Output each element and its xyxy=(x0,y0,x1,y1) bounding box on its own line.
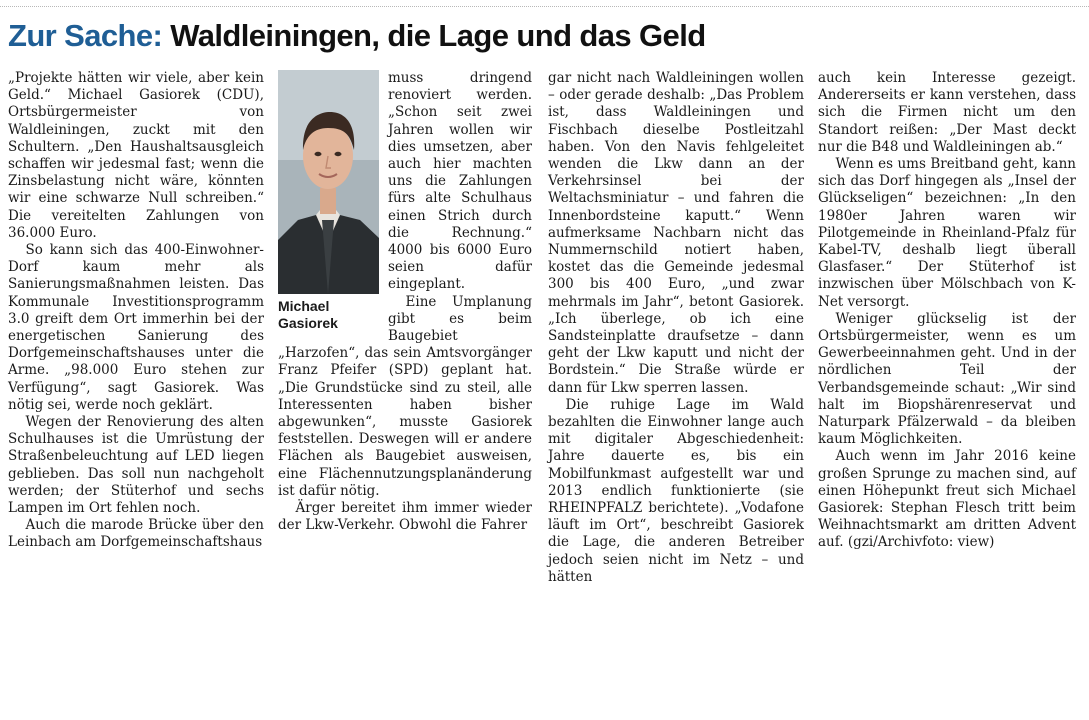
headline-kicker: Zur Sache: xyxy=(8,18,163,53)
article-column-4 xyxy=(818,70,1076,552)
paragraph: Wenn es ums Breitband geht, kann sich das Dorf hingegen als „Insel der Glückseligen“ bezeichnen: „In den 1980er Jahren waren wir Pilotgemeinde in Rheinland-Pfalz für Kabel-TV, deshalb liegt überall Glasfaser.“ Der Stüterhof ist inzwischen über Mölschbach von K-Net versorgt. xyxy=(818,156,1076,310)
paragraph: muss dringend renoviert werden. „Schon seit zwei Jahren wollen wir dies umsetzen, aber auch hier machten uns die Zahlungen fürs alte Schulhaus einen Strich durch die Rechnung.“ 4000 bis 6000 Euro seien dafür eingeplant. xyxy=(388,70,532,293)
paragraph: So kann sich das 400-Einwohner-Dorf kaum mehr als Sanierungsmaßnahmen leisten. Das Kommunale Investitionsprogramm 3.0 greift dem Ort immerhin bei der energetischen Sanierung des Dorfgemeinschaftshauses unter die Arme. „98.000 Euro stehen zur Verfügung“, sagt Gasiorek. Was nötig sei, werde noch geklärt. xyxy=(8,242,264,413)
paragraph: „Projekte hätten wir viele, aber kein Geld.“ Michael Gasiorek (CDU), Ortsbürgermeister von Waldleiningen, zuckt mit den Schultern. „Den Haushaltsausgleich schaffen wir jedesmal fast; wenn die Zinsbelastung nicht wäre, könnten wir eine schwarze Null schreiben.“ Die vereitelten Zahlungen von 36.000 Euro. xyxy=(8,70,264,241)
paragraph: Eine Umplanung gibt es beim Baugebiet „Harzofen“, das sein Amtsvorgänger Franz Pfeifer (SPD) geplant hat. „Die Grundstücke sind zu steil, alle Interessenten haben bisher abgewunken“, musste Gasiorek feststellen. Deswegen will er andere Flächen als Baugebiet ausweisen, eine Flächennutzungsplanänderung ist dafür nötig. xyxy=(278,293,532,499)
article-column-2 xyxy=(278,70,532,534)
caption-last-name: Gasiorek xyxy=(278,315,338,331)
headline-title: Waldleiningen, die Lage und das Geld xyxy=(170,18,706,53)
caption-first-name: Michael xyxy=(278,298,330,314)
paragraph: auch kein Interesse gezeigt. Andererseits er kann verstehen, dass sich die Firmen nicht um den Standort reißen: „Der Mast deckt nur die B48 und Waldleiningen ab.“ xyxy=(818,70,1076,155)
photo-caption xyxy=(278,298,379,332)
paragraph: Die ruhige Lage im Wald bezahlten die Einwohner lange auch mit digitaler Abgeschiedenheit: Jahre dauerte es, bis ein Mobilfunkmast aufgestellt war und 2013 endlich funktionierte (sie RHEINPFALZ berichtete). „Vodafone läuft im Ort“, beschreibt Gasiorek die Lage, die anderen Betreiber jedoch seien nicht im Netz – und hätten xyxy=(548,396,804,585)
article-column-1 xyxy=(8,70,264,552)
article-column-3 xyxy=(548,70,804,586)
paragraph: Ärger bereitet ihm immer wieder der Lkw-Verkehr. Obwohl die Fahrer xyxy=(278,500,532,534)
portrait-photo xyxy=(278,70,379,294)
headline xyxy=(8,16,706,56)
paragraph: Wegen der Renovierung des alten Schulhauses ist die Umrüstung der Straßenbeleuchtung auf LED liegen geblieben. Das soll nun nachgeholt werden; der Stüterhof und sechs Lampen im Ort fehlen noch. xyxy=(8,414,264,517)
portrait-figure xyxy=(278,70,379,332)
paragraph: Auch wenn im Jahr 2016 keine großen Sprunge zu machen sind, auf einen Höhepunkt freut sich Michael Gasiorek: Stephan Flesch tritt beim Weihnachtsmarkt am dritten Advent auf. (gzi/Archivfoto: view) xyxy=(818,448,1076,551)
portrait-illustration xyxy=(278,70,379,294)
paragraph: gar nicht nach Waldleiningen wollen – oder gerade deshalb: „Das Problem ist, dass Waldleiningen und Fischbach dieselbe Postleitzahl haben. Von den Navis fehlgeleitet wenden die Lkw dann an der Verkehrsinsel bei der Weltachsminiatur – und fahren die Innenbordsteine kaputt.“ Wenn aufmerksame Nachbarn nicht das Nummernschild notiert haben, kostet das die Gemeinde jedesmal 300 bis 400 Euro, „und zwar mehrmals im Jahr“, betont Gasiorek. „Ich überlege, ob ich eine Sandsteinplatte draufsetze – dann geht der Lkw kaputt und nicht der Bordstein.“ Die Straße würde er dann für Lkw sperren lassen. xyxy=(548,70,804,396)
paragraph: Auch die marode Brücke über den Leinbach am Dorfgemeinschaftshaus xyxy=(8,517,264,551)
top-divider xyxy=(0,6,1089,7)
paragraph: Weniger glückselig ist der Ortsbürgermeister, wenn es um Gewerbeeinnahmen geht. Und in der nördlichen Teil der Verbandsgemeinde schaut: „Wir sind halt im Biopshärenreservat und Naturpark Pfälzerwald – da bleiben kaum Möglichkeiten. xyxy=(818,310,1076,448)
